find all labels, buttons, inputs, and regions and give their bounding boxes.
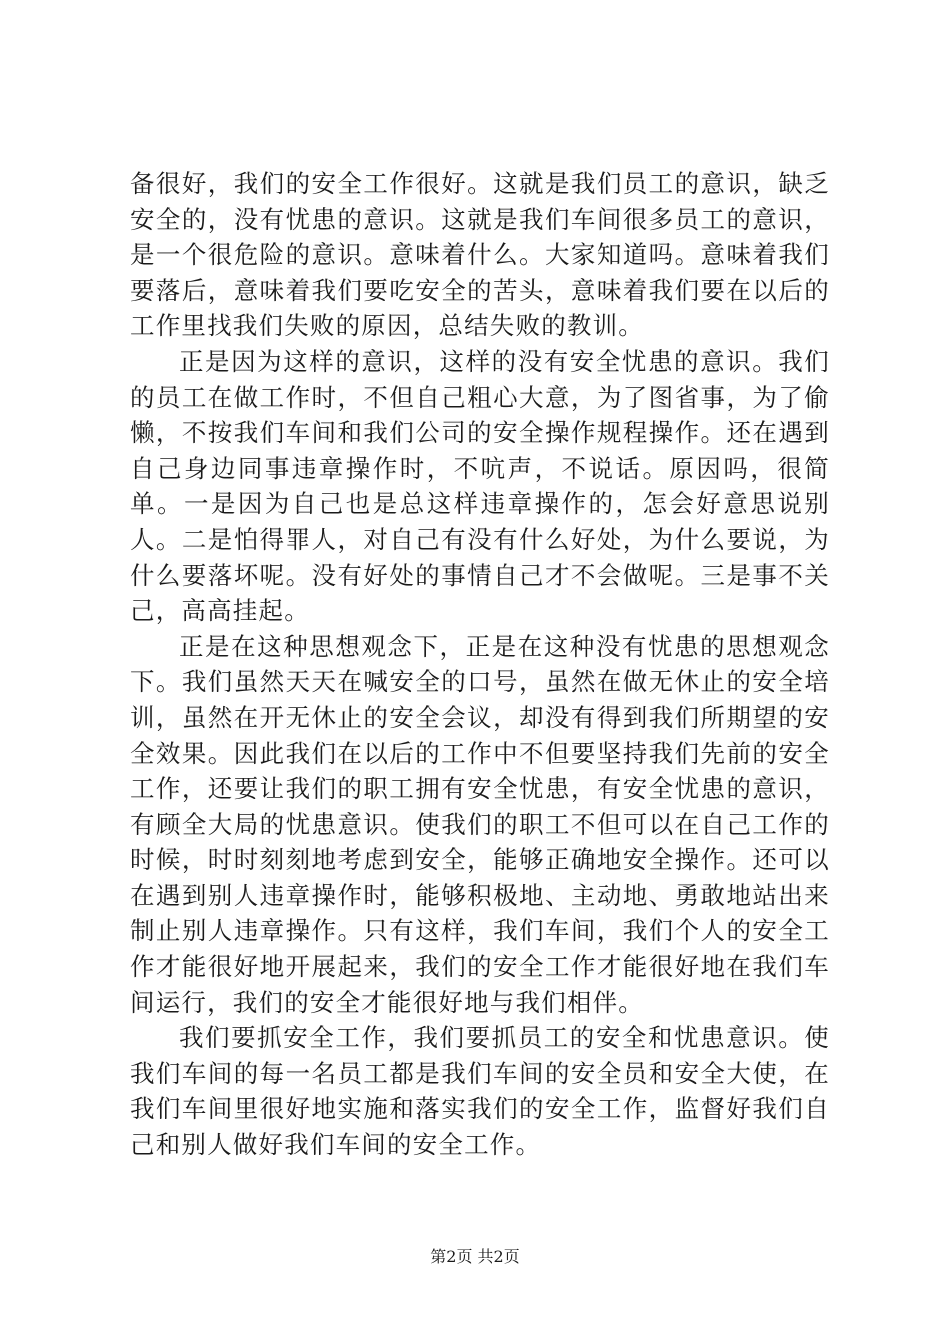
document-body — [130, 166, 830, 1163]
paragraph-3: 正是在这种思想观念下，正是在这种没有忧患的思想观念下。我们虽然天天在喊安全的口号，虽然在做无休止的安全培训，虽然在开无休止的安全会议，却没有得到我们所期望的安全效果。因此我们在以后的工作中不但要坚持我们先前的安全工作，还要让我们的职工拥有安全忧患，有安全忧患的意识，有顾全大局的忧患意识。使我们的职工不但可以在自己工作的时候，时时刻刻地考虑到安全，能够正确地安全操作。还可以在遇到别人违章操作时，能够积极地、主动地、勇敢地站出来制止别人违章操作。只有这样，我们车间，我们个人的安全工作才能很好地开展起来，我们的安全工作才能很好地在我们车间运行，我们的安全才能很好地与我们相伴。 — [130, 631, 830, 1017]
paragraph-2: 正是因为这样的意识，这样的没有安全忧患的意识。我们的员工在做工作时，不但自己粗心大意，为了图省事，为了偷懒，不按我们车间和我们公司的安全操作规程操作。还在遇到自己身边同事违章操作时，不吭声，不说话。原因吗，很简单。一是因为自己也是总这样违章操作的，怎会好意思说别人。二是怕得罪人，对自己有没有什么好处，为什么要说，为什么要落坏呢。没有好处的事情自己才不会做呢。三是事不关己，高高挂起。 — [130, 346, 830, 626]
paragraph-4: 我们要抓安全工作，我们要抓员工的安全和忧患意识。使我们车间的每一名员工都是我们车间的安全员和安全大使，在我们车间里很好地实施和落实我们的安全工作，监督好我们自己和别人做好我们车间的安全工作。 — [130, 1023, 830, 1160]
page-footer — [0, 1244, 950, 1267]
paragraph-1: 备很好，我们的安全工作很好。这就是我们员工的意识，缺乏安全的，没有忧患的意识。这就是我们车间很多员工的意识，是一个很危险的意识。意味着什么。大家知道吗。意味着我们要落后，意味着我们要吃安全的苦头，意味着我们要在以后的工作里找我们失败的原因，总结失败的教训。 — [130, 169, 830, 341]
page-number-indicator: 第2页 共2页 — [430, 1247, 520, 1266]
